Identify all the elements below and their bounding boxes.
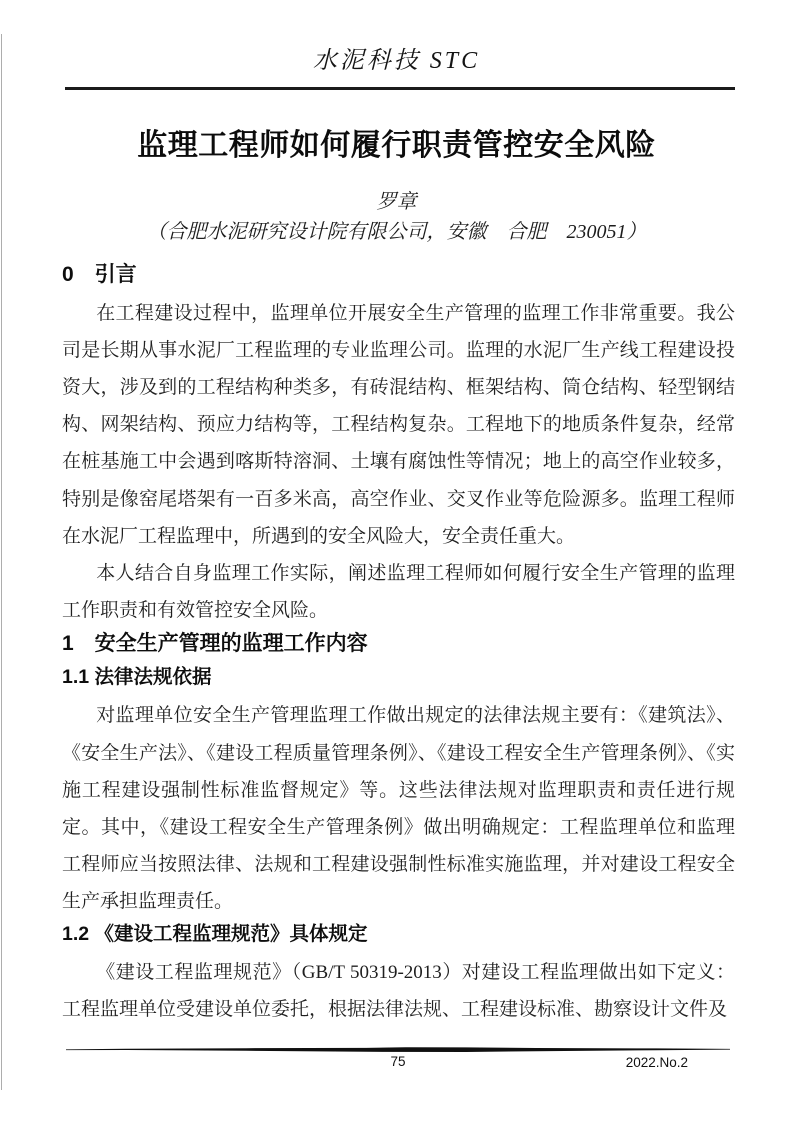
section-heading: 1 安全生产管理的监理工作内容 [62,632,368,656]
section-heading: 1.2 《建设工程监理规范》具体规定 [62,922,368,945]
page-number: 75 [390,1054,406,1069]
page-footer [66,1047,730,1074]
body-paragraph: 在工程建设过程中，监理单位开展安全生产管理的监理工作非常重要。我公司是长期从事水泥厂工程监理的专业监理公司。监理的水泥厂生产线工程建设投资大，涉及到的工程结构种类多，有砖混结构、框架结构、筒仓结构、轻型钢结构、网架结构、预应力结构等，工程结构复杂。工程地下的地质条件复杂，经常在桩基施工中会遇到喀斯特溶洞、土壤有腐蚀性等情况；地上的高空作业较多，特别是像窑尾塔架有一百多米高，高空作业、交叉作业等危险源多。监理工程师在水泥厂工程监理中，所遇到的安全风险大，安全责任重大。 [62,302,735,547]
body-paragraph: 本人结合自身监理工作实际，阐述监理工程师如何履行安全生产管理的监理工作职责和有效管控安全风险。 [62,562,735,622]
body-paragraph: 对监理单位安全生产管理监理工作做出规定的法律法规主要有：《建筑法》、《安全生产法》、《建设工程质量管理条例》、《建设工程安全生产管理条例》、《实施工程建设强制性标准监督规定》等。这些法律法规对监理职责和责任进行规定。其中，《建设工程安全生产管理条例》做出明确规定：工程监理单位和监理工程师应当按照法律、法规和工程建设强制性标准实施监理，并对建设工程安全生产承担监理责任。 [62,705,735,913]
issue-label: 2022.No.2 [625,1055,688,1070]
section-heading: 0 引言 [62,262,137,286]
article-body [62,260,735,1028]
journal-header: 水泥科技 STC [312,48,481,74]
article-affiliation: （合肥水泥研究设计院有限公司，安徽 合肥 230051） [146,220,647,243]
article-author: 罗章 [376,190,417,213]
article-title: 监理工程师如何履行职责管控安全风险 [137,128,656,162]
section-heading: 1.1 法律法规依据 [62,666,212,689]
footer-row [66,1054,730,1074]
footer-rule [66,1047,730,1053]
scan-edge-artifact [1,34,2,1090]
body-paragraph: 《建设工程监理规范》（GB/T 50319-2013）对建设工程监理做出如下定义：工程监理单位受建设单位委托，根据法律法规、工程建设标准、勘察设计文件及 [62,961,735,1020]
header-rule [65,87,735,90]
